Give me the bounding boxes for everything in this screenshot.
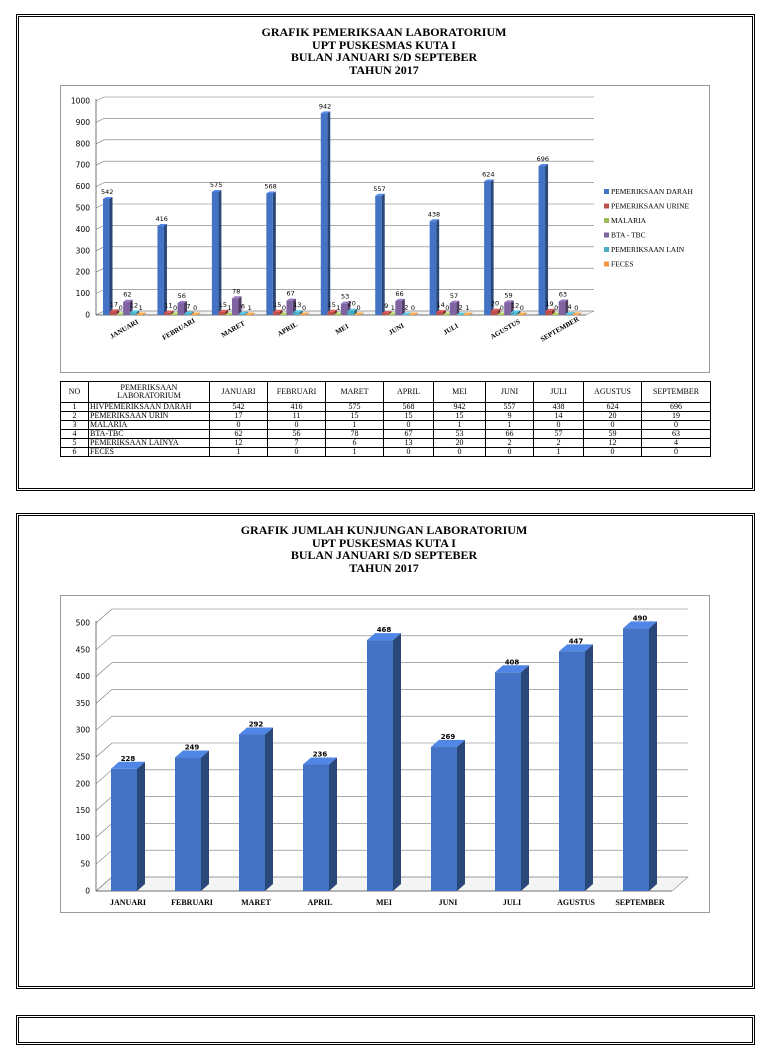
- bar-side: [649, 621, 657, 891]
- chart1-title-line: UPT PUSKESMAS KUTA I: [312, 37, 456, 52]
- chart1-data-label: 0: [410, 304, 416, 312]
- chart1-data-label: 13: [293, 301, 302, 310]
- table-header-cell: MARET: [326, 382, 384, 403]
- table-cell: 0: [268, 421, 326, 430]
- table-cell: 1: [210, 448, 268, 457]
- table-cell: 62: [210, 430, 268, 439]
- chart2-title-line: UPT PUSKESMAS KUTA I: [312, 535, 456, 550]
- table-cell: 4: [61, 430, 89, 439]
- chart1-data-label: 6: [240, 302, 246, 311]
- chart2-data-label: 468: [376, 626, 392, 635]
- bar-front: [495, 672, 521, 891]
- chart2-category-label: MEI: [376, 898, 392, 907]
- chart1-data-label: 0: [519, 304, 524, 312]
- table-cell: 0: [584, 448, 642, 457]
- table-header-cell: AGUSTUS: [584, 382, 642, 403]
- chart2-gridline-side: [96, 743, 112, 757]
- chart1-category-label: JANUARI: [108, 317, 140, 341]
- chart2-gridline-side: [96, 823, 112, 837]
- chart2-ytick-label: 450: [75, 645, 90, 655]
- table-header-cell: JANUARI: [210, 382, 268, 403]
- chart1-category-label: AGUSTUS: [489, 317, 522, 342]
- table-cell: 557: [486, 403, 534, 412]
- table-cell: 0: [584, 421, 642, 430]
- bar-side: [585, 644, 593, 891]
- table-cell: HIVPEMERIKSAAN DARAH: [89, 403, 210, 412]
- chart1-data-label: 0: [356, 304, 361, 312]
- chart1-ytick-label: 800: [75, 139, 90, 149]
- chart1-ytick-label: 300: [75, 246, 90, 256]
- bar-side: [265, 727, 273, 891]
- chart2-data-label: 269: [440, 732, 456, 741]
- chart2-ytick-label: 400: [75, 672, 90, 682]
- table-cell: 1: [326, 421, 384, 430]
- chart1-data-label: 416: [155, 214, 168, 223]
- chart2-ytick-label: 500: [75, 618, 90, 628]
- chart1-data-label: 14: [436, 301, 445, 310]
- chart1-title-line: TAHUN 2017: [349, 62, 419, 77]
- chart1-category-label: JULI: [441, 321, 460, 337]
- table-cell: 17: [210, 412, 268, 421]
- chart2-data-label: 408: [504, 658, 520, 667]
- chart1-data-label: 20: [347, 299, 356, 308]
- table-cell: 0: [642, 421, 711, 430]
- chart1-data-label: 568: [264, 182, 277, 191]
- chart1-data-label: 624: [482, 170, 495, 179]
- chart1-data-label: 0: [281, 304, 287, 312]
- table-cell: 0: [486, 448, 534, 457]
- chart2-gridline-side: [96, 663, 112, 677]
- chart1-legend-label: PEMERIKSAAN LAIN: [611, 245, 685, 254]
- table-cell: 56: [268, 430, 326, 439]
- table-cell: 12: [210, 439, 268, 448]
- table-cell: PEMERIKSAAN URIN: [89, 412, 210, 421]
- chart1-data-label: 542: [101, 188, 114, 197]
- table-cell: 1: [61, 403, 89, 412]
- table-cell: PEMERIKSAAN LAINYA: [89, 439, 210, 448]
- bar-side: [201, 751, 209, 891]
- table-cell: 63: [642, 430, 711, 439]
- table-cell: 6: [326, 439, 384, 448]
- table-header-cell: JULI: [534, 382, 584, 403]
- chart2-bar: [175, 751, 209, 891]
- chart1-ytick-label: 900: [75, 117, 90, 127]
- chart2-bar: [431, 740, 465, 891]
- chart1-ytick-label: 700: [75, 160, 90, 170]
- chart1-ytick-label: 200: [75, 267, 90, 277]
- chart1-data-label: 1: [247, 303, 252, 312]
- chart1-category-label: MARET: [219, 319, 247, 340]
- table-cell: 59: [584, 430, 642, 439]
- table-cell: MALARIA: [89, 421, 210, 430]
- chart1-data-label: 57: [449, 291, 459, 300]
- chart1-data-label: 12: [511, 301, 520, 310]
- table-cell: 15: [384, 412, 434, 421]
- table-cell: 66: [486, 430, 534, 439]
- chart2-data-label: 490: [632, 614, 648, 623]
- chart1-category-label: JUNI: [387, 321, 406, 337]
- table-cell: 57: [534, 430, 584, 439]
- chart1-data-label: 4: [567, 303, 572, 312]
- table-cell: 53: [434, 430, 486, 439]
- table-cell: 2: [486, 439, 534, 448]
- chart2-bar: [111, 762, 145, 891]
- bar-side: [393, 633, 401, 891]
- chart1-legend-label: MALARIA: [611, 216, 646, 225]
- chart1-data-label: 696: [536, 155, 550, 164]
- chart1-legend-label: PEMERIKSAAN DARAH: [611, 187, 693, 196]
- chart2-title-line: BULAN JANUARI S/D SEPTEBER: [290, 548, 478, 562]
- chart2-category-label: FEBRUARI: [171, 898, 213, 907]
- chart1-data-label: 0: [445, 304, 450, 312]
- bar-side: [521, 665, 529, 891]
- chart1-ytick-label: 100: [75, 289, 90, 299]
- chart1-data-label: 20: [490, 299, 500, 308]
- chart2-bar: [303, 758, 337, 891]
- table-cell: 942: [434, 403, 486, 412]
- table-cell: 2: [61, 412, 89, 421]
- chart1-data-label: 12: [129, 301, 139, 310]
- chart2-ytick-label: 350: [75, 698, 90, 708]
- chart1-data-label: 7: [186, 302, 191, 311]
- chart2-category-label: JUNI: [438, 898, 458, 907]
- chart2-category-label: MARET: [241, 898, 271, 907]
- table-cell: 624: [584, 403, 642, 412]
- chart2-bar: [559, 644, 593, 891]
- chart2-gridline-side: [96, 770, 112, 784]
- chart1-data-label: 66: [395, 289, 404, 298]
- chart2-ytick-label: 300: [75, 725, 90, 735]
- chart1-data-label: 78: [232, 287, 241, 296]
- chart2-gridline-side: [96, 797, 112, 811]
- table-cell: 1: [534, 448, 584, 457]
- chart1-data-label: 1: [138, 303, 143, 312]
- chart1-data-label: 1: [227, 303, 232, 312]
- table-cell: 0: [268, 448, 326, 457]
- chart1-data-label: 56: [177, 292, 186, 301]
- bar-front: [239, 734, 265, 891]
- table-cell: 15: [326, 412, 384, 421]
- chart1-data-label: 59: [504, 291, 513, 300]
- table-header-cell: PEMERIKSAAN LABORATORIUM: [89, 382, 210, 403]
- chart2-category-label: JANUARI: [110, 898, 146, 907]
- chart1-data-label: 0: [574, 304, 579, 312]
- table-cell: 4: [642, 439, 711, 448]
- table-cell: 0: [384, 448, 434, 457]
- table-cell: 7: [268, 439, 326, 448]
- chart2-ytick-label: 50: [80, 859, 90, 869]
- chart2-title-line: GRAFIK JUMLAH KUNJUNGAN LABORATORIUM: [240, 523, 528, 537]
- chart1-data-label: 2: [458, 303, 463, 312]
- table-cell: 575: [326, 403, 384, 412]
- chart2-ytick-label: 150: [75, 806, 90, 816]
- bar-side: [457, 740, 465, 891]
- chart1-data-label: 0: [302, 304, 307, 312]
- chart1-data-label: 19: [545, 299, 554, 308]
- chart2-gridline-side: [96, 609, 112, 623]
- chart1-legend-label: PEMERIKSAAN URINE: [611, 201, 690, 211]
- table-cell: 438: [534, 403, 584, 412]
- table-cell: 0: [642, 448, 711, 457]
- table-cell: 15: [434, 412, 486, 421]
- chart2-data-label: 292: [248, 720, 264, 729]
- chart2-gridline-side: [96, 636, 112, 650]
- table-cell: 9: [486, 412, 534, 421]
- chart2-data-label: 447: [568, 637, 584, 646]
- chart1-data-label: 53: [340, 292, 350, 301]
- table-cell: 13: [384, 439, 434, 448]
- table-cell: 3: [61, 421, 89, 430]
- chart1-data-label: 15: [218, 300, 227, 309]
- table-header-cell: MEI: [434, 382, 486, 403]
- chart1-category-label: FEBRUARI: [160, 316, 197, 342]
- chart2-category-label: SEPTEMBER: [615, 898, 665, 907]
- chart1-data-label: 15: [327, 300, 336, 309]
- table-cell: 0: [434, 448, 486, 457]
- table-header-cell: SEPTEMBER: [642, 382, 711, 403]
- chart2-bar: [623, 621, 657, 891]
- chart1-data-label: 0: [499, 304, 504, 312]
- chart1-title-line: GRAFIK PEMERIKSAAN LABORATORIUM: [261, 25, 507, 39]
- table-cell: 20: [434, 439, 486, 448]
- table-cell: 19: [642, 412, 711, 421]
- chart1-category-label: SEPTEMBER: [539, 315, 581, 344]
- table-header-cell: NO: [61, 382, 89, 403]
- table-cell: 20: [584, 412, 642, 421]
- table-cell: FECES: [89, 448, 210, 457]
- chart1-data-label: 0: [173, 304, 178, 312]
- table-cell: 696: [642, 403, 711, 412]
- chart1-ytick-label: 500: [75, 203, 90, 213]
- chart2-data-label: 249: [184, 743, 200, 752]
- chart1-ytick-label: 600: [75, 182, 90, 192]
- table-cell: 542: [210, 403, 268, 412]
- chart1-data-label: 1: [336, 303, 341, 312]
- bar-front: [303, 765, 329, 891]
- chart2-data-label: 228: [120, 754, 136, 763]
- table-header-cell: APRIL: [384, 382, 434, 403]
- chart1-data-label: 63: [558, 290, 568, 299]
- chart1-ytick-label: 0: [85, 310, 90, 320]
- chart2-ytick-label: 250: [75, 752, 90, 762]
- table-cell: 416: [268, 403, 326, 412]
- bar-front: [367, 640, 393, 891]
- chart1-category-label: MEI: [333, 322, 351, 337]
- chart2-gridline-side: [96, 716, 112, 730]
- chart2-bar: [495, 665, 529, 891]
- chart1-data-label: 0: [193, 304, 198, 312]
- chart1-data-label: 15: [273, 300, 282, 309]
- bar-side: [329, 758, 337, 891]
- table-cell: 67: [384, 430, 434, 439]
- chart1-data-label: 17: [109, 300, 119, 309]
- chart1-data-label: 438: [427, 210, 441, 219]
- table-cell: 11: [268, 412, 326, 421]
- bar-front: [111, 769, 137, 891]
- chart2-gridline-side: [96, 850, 112, 864]
- chart1-data-label: 62: [123, 290, 132, 299]
- chart1-data-label: 1: [465, 303, 470, 312]
- chart1-data-label: 0: [554, 304, 559, 312]
- chart1-data-label: 11: [164, 301, 173, 310]
- bar-front: [623, 628, 649, 891]
- bar-front: [559, 651, 585, 891]
- table-header-cell: JUNI: [486, 382, 534, 403]
- table-header-cell: FEBRUARI: [268, 382, 326, 403]
- table-cell: 0: [210, 421, 268, 430]
- table-cell: 5: [61, 439, 89, 448]
- chart2-data-label: 236: [312, 750, 328, 759]
- bar-front: [431, 747, 457, 891]
- chart2-bar: [239, 727, 273, 891]
- chart2-category-label: APRIL: [307, 898, 333, 907]
- chart1-data-label: 2: [404, 303, 409, 312]
- chart1-data-label: 0: [118, 304, 123, 312]
- bar-side: [137, 762, 145, 891]
- table-cell: 568: [384, 403, 434, 412]
- chart1-data-label: 942: [318, 102, 332, 111]
- chart1-title-line: BULAN JANUARI S/D SEPTEBER: [290, 50, 478, 64]
- chart2-ytick-label: 0: [85, 886, 90, 896]
- table-cell: 12: [584, 439, 642, 448]
- chart1-data-label: 67: [286, 289, 295, 298]
- table-cell: BTA-TBC: [89, 430, 210, 439]
- table-cell: 6: [61, 448, 89, 457]
- chart1-data-label: 575: [209, 180, 223, 189]
- chart2-gridline-side: [96, 689, 112, 703]
- table-cell: 1: [326, 448, 384, 457]
- chart1-legend-label: BTA - TBC: [611, 230, 646, 240]
- chart1-category-label: APRIL: [276, 320, 299, 339]
- chart1-data-label: 9: [384, 302, 389, 311]
- table-cell: 1: [434, 421, 486, 430]
- chart1-ytick-label: 1000: [70, 96, 90, 106]
- chart1-data-label: 557: [373, 184, 386, 193]
- chart1-ytick-label: 400: [75, 224, 90, 234]
- chart2-category-label: JULI: [502, 898, 522, 907]
- bar-front: [175, 758, 201, 891]
- table-cell: 1: [486, 421, 534, 430]
- chart1-legend-label: FECES: [611, 259, 634, 269]
- table-cell: 0: [534, 421, 584, 430]
- table-cell: 2: [534, 439, 584, 448]
- chart2-category-label: AGUSTUS: [557, 898, 595, 907]
- chart2-ytick-label: 100: [75, 832, 90, 842]
- chart1-data-label: 1: [390, 303, 395, 312]
- chart2-ytick-label: 200: [75, 779, 90, 789]
- table-cell: 14: [534, 412, 584, 421]
- table-cell: 0: [384, 421, 434, 430]
- table-cell: 78: [326, 430, 384, 439]
- chart2-title-line: TAHUN 2017: [349, 560, 419, 575]
- chart2-bar: [367, 633, 401, 891]
